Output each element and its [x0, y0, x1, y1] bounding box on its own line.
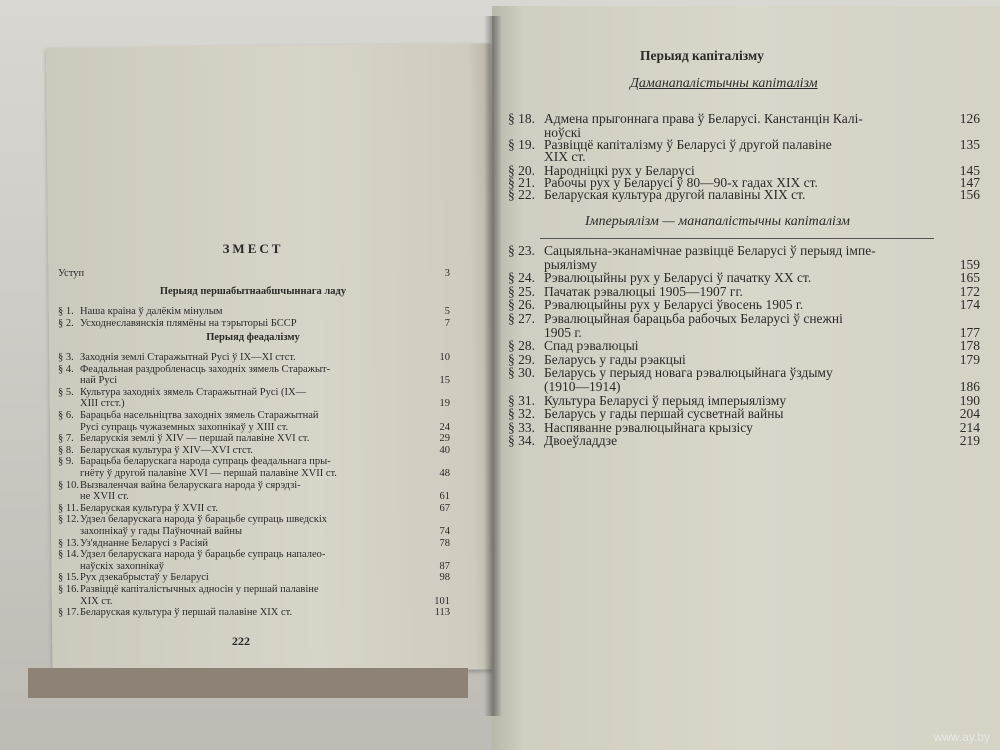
- watermark: www.ay.by: [933, 730, 990, 744]
- toc-entry-page: 214: [959, 419, 980, 435]
- toc-entry-number: § 17.: [58, 607, 79, 619]
- toc-entry-text: Заходнія землі Старажытнай Русі ў IX—XI стст.: [80, 352, 296, 363]
- toc-intro-page: 3: [444, 268, 450, 279]
- toc-entry-text: (1910—1914): [544, 379, 621, 394]
- toc-entry-number: § 1.: [58, 306, 74, 317]
- toc-entry-text: Беларусь у перыяд новага рэвалюцыйнага ўздыму: [544, 365, 833, 381]
- toc-entry-text: Наша краіна ў далёкім мінулым: [80, 306, 223, 317]
- book-gutter: [484, 16, 502, 716]
- toc-entry-page: 145: [959, 163, 980, 178]
- toc-entry-page: 15: [439, 375, 450, 387]
- toc-entry-number: § 18.: [508, 111, 535, 126]
- toc-entry-text: Народніцкі рух у Беларусі: [544, 163, 695, 178]
- toc-entry-text: Двоеўладдзе: [544, 433, 618, 449]
- toc-entry-text: Рэвалюцыйная барацьба рабочых Беларусі ў снежні: [544, 311, 843, 326]
- toc-entry-number: § 15.: [58, 572, 79, 584]
- toc-entry-page: 147: [959, 175, 980, 190]
- toc-entry-text: Культура Беларусі ў перыяд імперыялізму: [544, 392, 787, 408]
- toc-entry-page: 10: [439, 352, 450, 363]
- toc-entry-page: 190: [959, 392, 980, 408]
- toc-entry-text: Барацьба насельніцтва заходніх зямель Старажытнай: [80, 410, 319, 421]
- toc-entry-page: 186: [959, 379, 980, 394]
- toc-entry-number: § 20.: [508, 163, 535, 178]
- section-title-feudal: Перыяд феадалізму: [206, 332, 300, 343]
- toc-entry-page: 7: [444, 318, 450, 329]
- toc-entry-page: 74: [439, 526, 450, 537]
- toc-entry-text: ноўскі: [544, 125, 582, 140]
- toc-entry-number: § 16.: [58, 584, 79, 595]
- subheading-imperialism: Імперыялізм — манапалістычны капіталізм: [585, 214, 850, 229]
- toc-entry-page: 156: [959, 187, 980, 202]
- toc-entry-number: § 13.: [58, 537, 79, 549]
- toc-entry-number: § 4.: [58, 363, 74, 375]
- toc-entry-page: 98: [439, 572, 450, 584]
- toc-entry-text: Удзел беларускага народа ў барацьбе супраць напалео-: [80, 549, 326, 561]
- section-title-primitive: Перыяд першабытнаабшчыннага ладу: [159, 286, 347, 297]
- toc-entry-text: Наспяванне рэвалюцыйнага крызісу: [544, 419, 753, 435]
- page-number: 222: [232, 634, 250, 648]
- toc-entry-number: § 30.: [508, 365, 535, 381]
- toc-entry-text: Уз'яднанне Беларусі з Расіяй: [80, 537, 208, 549]
- toc-entry-number: § 23.: [508, 243, 535, 258]
- toc-entry-text: XIX ст.: [544, 149, 586, 164]
- toc-entry-number: § 29.: [508, 351, 535, 367]
- toc-entry-number: § 27.: [508, 311, 535, 326]
- toc-entry-number: § 22.: [508, 187, 535, 202]
- toc-entry-page: 159: [959, 256, 980, 272]
- toc-entry-page: 178: [959, 338, 980, 354]
- toc-entry-text: XIX ст.: [80, 595, 113, 607]
- toc-entry-text: не XVII ст.: [80, 491, 129, 503]
- toc-entry-text: Русі супраць чужаземных захопнікаў у XIII ст.: [80, 421, 289, 433]
- toc-entry-text: XIII стст.): [80, 398, 125, 410]
- toc-entry-page: 174: [959, 297, 980, 313]
- toc-entry-text: рыялізму: [544, 256, 597, 272]
- toc-entry-page: 40: [439, 444, 450, 456]
- toc-entry-text: Беларуская культура ў XVII ст.: [80, 502, 219, 514]
- toc-entry-number: § 33.: [508, 419, 535, 435]
- toc-entry-page: 19: [439, 398, 450, 410]
- toc-entry-page: 101: [434, 595, 450, 607]
- toc-entry-number: § 11.: [58, 502, 79, 514]
- toc-entry-text: гнёту ў другой палавіне XVI — першай палавіне XVII ст.: [80, 468, 337, 479]
- toc-entry-page: 135: [959, 137, 980, 152]
- toc-entry-text: Рух дзекабрыстаў у Беларусі: [80, 572, 209, 584]
- toc-entry-number: § 9.: [58, 456, 74, 468]
- toc-entry-text: Беларускія землі ў XIV — першай палавіне XVI ст.: [80, 433, 310, 445]
- section-rule: [540, 238, 934, 239]
- toc-entry-number: § 3.: [58, 352, 74, 363]
- toc-entry-number: § 10.: [58, 479, 79, 491]
- toc-entry-page: 219: [959, 433, 980, 449]
- toc-entry-page: 204: [959, 406, 980, 422]
- toc-entry-number: § 21.: [508, 175, 535, 190]
- toc-entry-text: захопнікаў у гады Паўночнай вайны: [80, 526, 243, 537]
- toc-entry-number: § 5.: [58, 386, 74, 398]
- toc-entry-text: Культура заходніх зямель Старажытнай Русі (IX—: [80, 386, 307, 398]
- toc-entry-page: 67: [439, 502, 450, 514]
- toc-entry-text: наўскіх захопнікаў: [80, 560, 164, 572]
- toc-entry-text: Беларуская культура ў XIV—XVI стст.: [80, 444, 254, 456]
- toc-entry-number: § 31.: [508, 392, 535, 408]
- toc-entry-number: § 25.: [508, 283, 535, 299]
- toc-entry-page: 172: [959, 283, 980, 299]
- toc-entry-page: 126: [959, 111, 980, 126]
- toc-entry-number: § 19.: [508, 137, 535, 152]
- toc-entry-page: 24: [439, 421, 450, 433]
- toc-title: ЗМЕСТ: [222, 241, 284, 256]
- toc-entry-number: § 2.: [58, 318, 74, 329]
- toc-entry-number: § 14.: [58, 549, 79, 561]
- toc-entry-text: Рэвалюцыйны рух у Беларусі ўвосень 1905 г.: [544, 297, 804, 313]
- toc-entry-text: Феадальная раздробленасць заходніх зямель Старажыт-: [80, 363, 331, 375]
- toc-entry-number: § 6.: [58, 410, 74, 421]
- toc-entry-text: Беларусь у гады рэакцыі: [544, 351, 686, 367]
- toc-entry-text: Беларуская культура другой палавіны XIX ст.: [544, 187, 806, 202]
- toc-entry-page: 113: [434, 607, 450, 619]
- toc-entry-text: Беларуская культура ў першай палавіне XIX ст.: [80, 607, 293, 619]
- toc-entry-text: Адмена прыгоннага права ў Беларусі. Канстанцін Калі-: [544, 111, 863, 126]
- toc-entry-text: Усходнеславянскія плямёны на тэрыторыі БССР: [80, 318, 297, 329]
- toc-entry-page: 179: [959, 351, 980, 367]
- toc-entry-text: Удзел беларускага народа ў барацьбе супраць шведскіх: [80, 514, 327, 526]
- toc-entry-text: Развіццё капіталізму ў Беларусі ў другой палавіне: [544, 137, 832, 152]
- toc-entry-text: 1905 г.: [544, 324, 582, 340]
- toc-entry-page: 177: [959, 324, 980, 340]
- toc-entry-text: Вызваленчая вайна беларускага народа ў сярэдзі-: [80, 479, 301, 491]
- toc-entry-text: Развіццё капіталістычных адносін у першай палавіне: [80, 584, 319, 595]
- toc-entry-number: § 26.: [508, 297, 535, 313]
- toc-entry-number: § 8.: [58, 444, 74, 456]
- subheading-premonopoly: Даманапалістычны капіталізм: [630, 76, 818, 91]
- toc-entry-page: 5: [444, 306, 450, 317]
- toc-entry-text: Беларусь у гады першай сусветнай вайны: [544, 406, 784, 422]
- toc-entry-number: § 34.: [508, 433, 535, 449]
- toc-entry-page: 87: [439, 560, 450, 572]
- toc-entry-page: 61: [439, 491, 450, 503]
- toc-entry-number: § 32.: [508, 406, 535, 422]
- toc-entry-number: § 24.: [508, 270, 535, 286]
- toc-entry-page: 48: [439, 468, 450, 479]
- toc-entry-page: 78: [439, 537, 450, 549]
- toc-entry-text: Рэвалюцыйны рух у Беларусі ў пачатку XX ст.: [544, 270, 812, 286]
- toc-entry-text: най Русі: [80, 375, 118, 387]
- toc-intro-label: Уступ: [58, 268, 85, 279]
- toc-entry-page: 29: [439, 433, 450, 445]
- toc-entry-text: Спад рэвалюцыі: [544, 338, 639, 354]
- left-page-edge: [28, 668, 468, 698]
- toc-entry-text: Сацыяльна-эканамічнае развіццё Беларусі ў перыяд імпе-: [544, 243, 876, 258]
- toc-entry-page: 165: [959, 270, 980, 286]
- toc-entry-number: § 28.: [508, 338, 535, 354]
- toc-entry-number: § 12.: [58, 514, 79, 526]
- toc-entry-number: § 7.: [58, 433, 74, 445]
- toc-entry-text: Рабочы рух у Беларусі ў 80—90-х гадах XIX ст.: [544, 175, 818, 190]
- toc-entry-text: Пачатак рэвалюцыі 1905—1907 гг.: [544, 283, 743, 299]
- right-heading: Перыяд капіталізму: [640, 48, 764, 63]
- toc-entry-text: Барацьба беларускага народа супраць феадальнага пры-: [80, 456, 331, 468]
